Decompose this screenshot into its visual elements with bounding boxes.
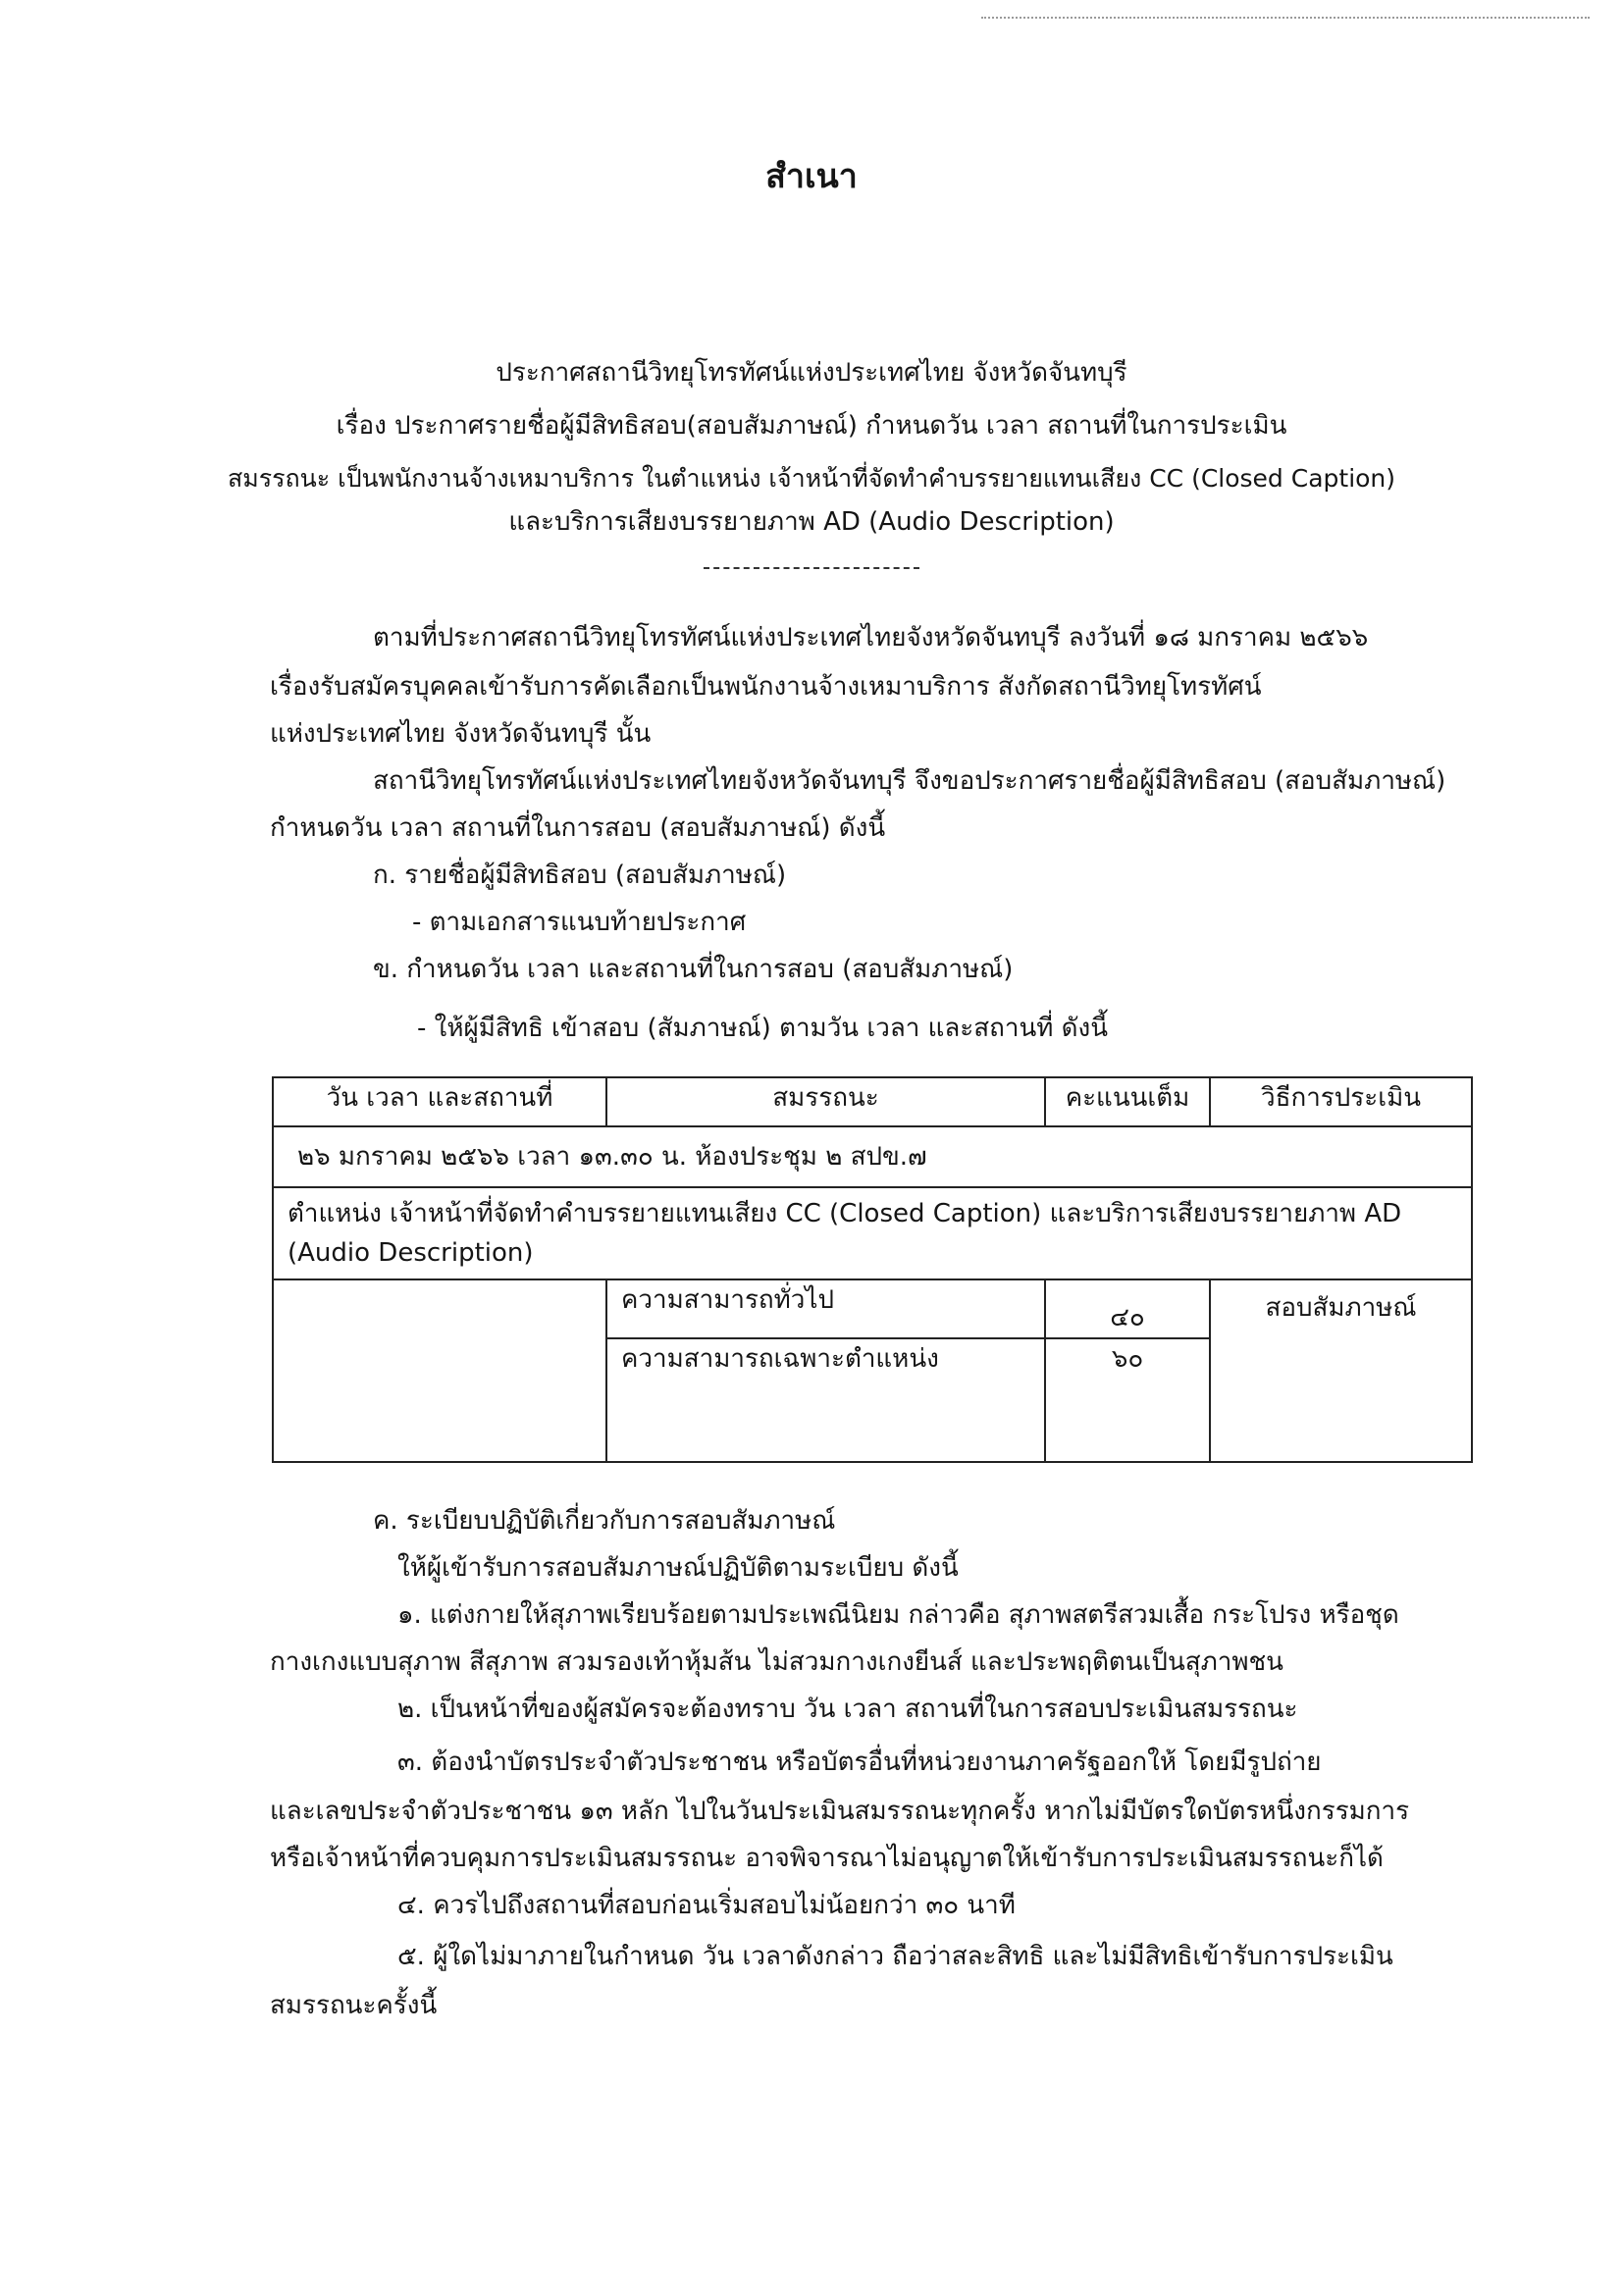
- section-b-title: ข. กำหนดวัน เวลา และสถานที่ในการสอบ (สอบสัมภาษณ์): [373, 955, 1014, 984]
- rule-4: ๔. ควรไปถึงสถานที่สอบก่อนเริ่มสอบไม่น้อยกว่า ๓๐ นาที: [397, 1891, 1016, 1920]
- rule-3-line-1: ๓. ต้องนำบัตรประจำตัวประชาชน หรือบัตรอื่นที่หน่วยงานภาครัฐออกให้ โดยมีรูปถ่าย: [397, 1748, 1322, 1777]
- score-general: ๔๐: [1045, 1279, 1210, 1338]
- section-a-item: - ตามเอกสารแนบท้ายประกาศ: [412, 908, 747, 937]
- heading-line-4: และบริการเสียงบรรยายภาพ AD (Audio Description): [508, 507, 1115, 537]
- schedule-cell: ๒๖ มกราคม ๒๕๖๖ เวลา ๑๓.๓๐ น. ห้องประชุม ๒ สปข.๗: [273, 1126, 1472, 1187]
- rule-3-line-2: และเลขประจำตัวประชาชน ๑๓ หลัก ไปในวันประเมินสมรรถนะทุกครั้ง หากไม่มีบัตรใดบัตรหนึ่งกรรมการ: [270, 1797, 1410, 1826]
- rule-3-line-3: หรือเจ้าหน้าที่ควบคุมการประเมินสมรรถนะ อาจพิจารณาไม่อนุญาตให้เข้ารับการประเมินสมรรถนะก็ได้: [270, 1844, 1384, 1873]
- header-competency: สมรรถนะ: [606, 1077, 1045, 1126]
- intro-p2-line-2: กำหนดวัน เวลา สถานที่ในการสอบ (สอบสัมภาษณ์) ดังนี้: [270, 813, 886, 843]
- heading-line-1: ประกาศสถานีวิทยุโทรทัศน์แห่งประเทศไทย จังหวัดจันทบุรี: [496, 358, 1127, 388]
- intro-p1-line-2: เรื่องรับสมัครบุคคลเข้ารับการคัดเลือกเป็นพนักงานจ้างเหมาบริการ สังกัดสถานีวิทยุโทรทัศน์: [270, 672, 1262, 702]
- table-row: [273, 1187, 1472, 1279]
- rule-1-line-2: กางเกงแบบสุภาพ สีสุภาพ สวมรองเท้าหุ้มส้น ไม่สวมกางเกงยีนส์ และประพฤติตนเป็นสุภาพชน: [270, 1647, 1283, 1677]
- section-c-title: ค. ระเบียบปฏิบัติเกี่ยวกับการสอบสัมภาษณ์: [373, 1506, 836, 1536]
- competency-general: ความสามารถทั่วไป: [606, 1279, 1045, 1338]
- copy-mark: สำเนา: [765, 157, 858, 196]
- rule-5-line-1: ๕. ผู้ใดไม่มาภายในกำหนด วัน เวลาดังกล่าว ถือว่าสละสิทธิ และไม่มีสิทธิเข้ารับการประเมิน: [397, 1942, 1393, 1971]
- score-specific: ๖๐: [1045, 1338, 1210, 1462]
- intro-p1-line-3: แห่งประเทศไทย จังหวัดจันทบุรี นั้น: [270, 719, 652, 749]
- header-full-score: คะแนนเต็ม: [1045, 1077, 1210, 1126]
- rule-2: ๒. เป็นหน้าที่ของผู้สมัครจะต้องทราบ วัน เวลา สถานที่ในการสอบประเมินสมรรถนะ: [397, 1695, 1298, 1724]
- table-row: [273, 1126, 1472, 1187]
- rule-5-line-2: สมรรถนะครั้งนี้: [270, 1991, 438, 2020]
- heading-line-3: สมรรถนะ เป็นพนักงานจ้างเหมาบริการ ในตำแหน่ง เจ้าหน้าที่จัดทำคำบรรยายแทนเสียง CC (Closed Caption): [227, 464, 1396, 493]
- schedule-table: [272, 1076, 1473, 1463]
- scan-artifact-line: [981, 17, 1590, 19]
- table-header-row: [273, 1077, 1472, 1126]
- table-row: [273, 1279, 1472, 1338]
- section-b-item: - ให้ผู้มีสิทธิ เข้าสอบ (สัมภาษณ์) ตามวัน เวลา และสถานที่ ดังนี้: [417, 1014, 1109, 1043]
- rule-1-line-1: ๑. แต่งกายให้สุภาพเรียบร้อยตามประเพณีนิยม กล่าวคือ สุภาพสตรีสวมเสื้อ กระโปรง หรือชุด: [397, 1600, 1399, 1630]
- section-c-intro: ให้ผู้เข้ารับการสอบสัมภาษณ์ปฏิบัติตามระเบียบ ดังนี้: [397, 1553, 959, 1583]
- competency-specific: ความสามารถเฉพาะตำแหน่ง: [606, 1338, 1045, 1462]
- heading-line-2: เรื่อง ประกาศรายชื่อผู้มีสิทธิสอบ(สอบสัมภาษณ์) กำหนดวัน เวลา สถานที่ในการประเมิน: [336, 411, 1287, 441]
- heading-divider: [704, 567, 919, 569]
- intro-p2-line-1: สถานีวิทยุโทรทัศน์แห่งประเทศไทยจังหวัดจันทบุรี จึงขอประกาศรายชื่อผู้มีสิทธิสอบ (สอบสัมภาษณ์): [373, 766, 1446, 796]
- position-cell: ตำแหน่ง เจ้าหน้าที่จัดทำคำบรรยายแทนเสียง CC (Closed Caption) และบริการเสียงบรรยายภาพ AD (Audio Description): [273, 1187, 1472, 1279]
- method-cell: สอบสัมภาษณ์: [1210, 1279, 1472, 1462]
- header-method: วิธีการประเมิน: [1210, 1077, 1472, 1126]
- section-a-title: ก. รายชื่อผู้มีสิทธิสอบ (สอบสัมภาษณ์): [373, 861, 787, 890]
- header-date-place: วัน เวลา และสถานที่: [273, 1077, 606, 1126]
- empty-cell: [273, 1279, 606, 1462]
- intro-p1-line-1: ตามที่ประกาศสถานีวิทยุโทรทัศน์แห่งประเทศไทยจังหวัดจันทบุรี ลงวันที่ ๑๘ มกราคม ๒๕๖๖: [373, 623, 1369, 652]
